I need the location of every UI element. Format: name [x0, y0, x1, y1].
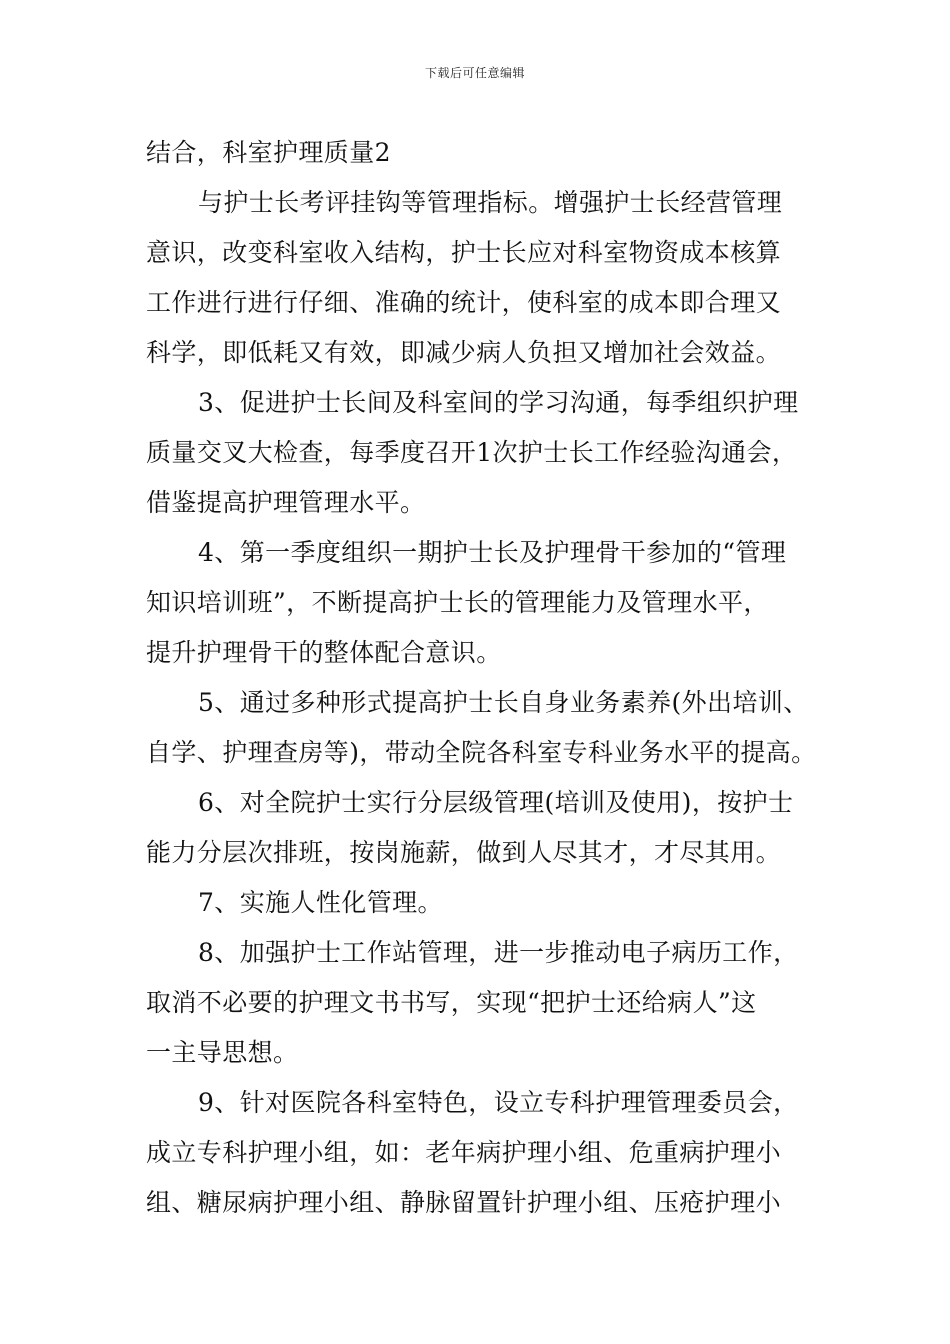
text-line: 3、促进护士长间及科室间的学习沟通，每季组织护理 — [198, 388, 799, 417]
text-line: 知识培训班”，不断提高护士长的管理能力及管理水平， — [146, 588, 769, 617]
text-line: 5、通过多种形式提高护士长自身业务素养(外出培训、 — [198, 688, 809, 717]
page-header: 下载后可任意编辑 — [424, 66, 525, 80]
text-line: 组、糖尿病护理小组、静脉留置针护理小组、压疮护理小 — [146, 1188, 782, 1217]
text-line: 6、对全院护士实行分层级管理(培训及使用)，按护士 — [198, 788, 794, 817]
text-line: 4、第一季度组织一期护士长及护理骨干参加的“管理 — [198, 538, 787, 567]
text-line: 自学、护理查房等)，带动全院各科室专科业务水平的提高。 — [146, 738, 817, 767]
text-line: 7、实施人性化管理。 — [198, 888, 443, 917]
text-line: 与护士长考评挂钩等管理指标。增强护士长经营管理 — [198, 188, 783, 217]
text-line: 能力分层次排班，按岗施薪，做到人尽其才，才尽其用。 — [146, 838, 782, 867]
text-line: 结合，科室护理质量2 — [146, 138, 391, 167]
text-line: 提升护理骨干的整体配合意识。 — [146, 638, 502, 667]
text-line: 9、针对医院各科室特色，设立专科护理管理委员会， — [198, 1088, 799, 1117]
text-line: 借鉴提高护理管理水平。 — [146, 488, 426, 517]
text-line: 8、加强护士工作站管理，进一步推动电子病历工作， — [198, 938, 799, 967]
text-line: 成立专科护理小组，如：老年病护理小组、危重病护理小 — [146, 1138, 782, 1167]
text-line: 意识，改变科室收入结构，护士长应对科室物资成本核算 — [146, 238, 782, 267]
text-line: 科学，即低耗又有效，即减少病人负担又增加社会效益。 — [146, 338, 782, 367]
text-line: 取消不必要的护理文书书写，实现“把护士还给病人”这 — [146, 988, 757, 1017]
text-line: 质量交叉大检查，每季度召开1次护士长工作经验沟通会， — [146, 438, 798, 467]
text-line: 一主导思想。 — [146, 1038, 299, 1067]
document-body — [146, 128, 826, 1228]
text-line: 工作进行进行仔细、准确的统计，使科室的成本即合理又 — [146, 288, 782, 317]
